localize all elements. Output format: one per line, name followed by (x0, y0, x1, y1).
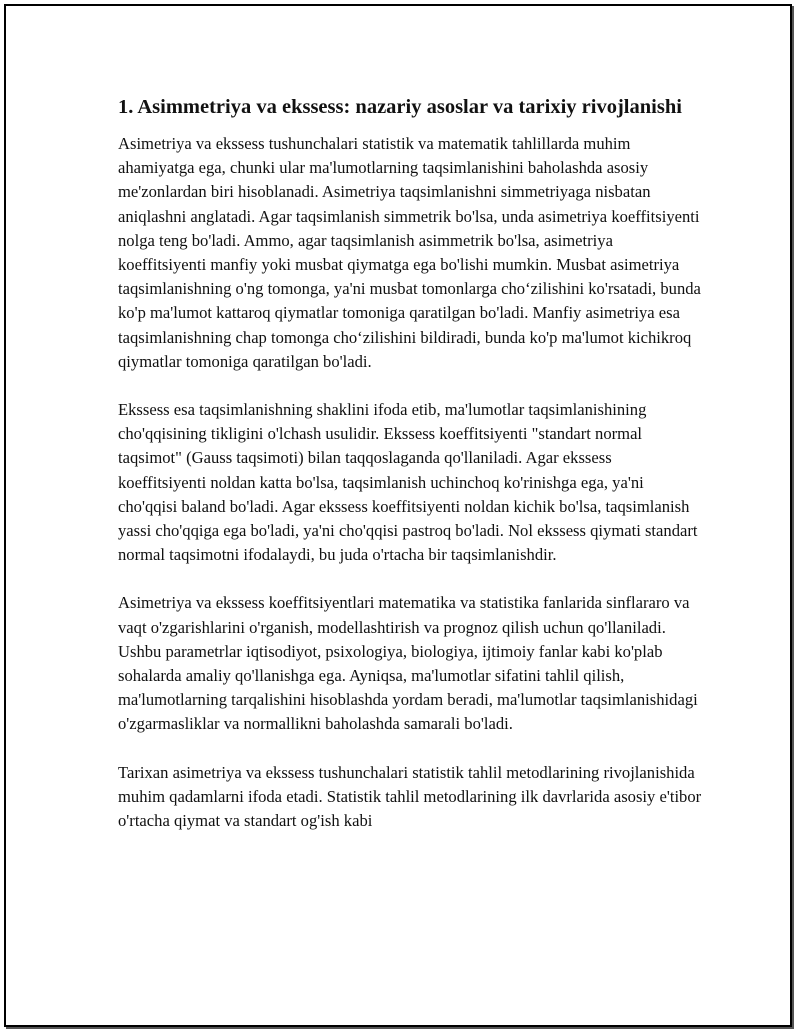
paragraph-applications: Asimetriya va ekssess koeffitsiyentlari matematika va statistika fanlarida sinflararo va vaqt o'zgarishlarini o'rganish, modellashtirish va prognoz qilish uchun qo'llaniladi. Ushbu parametrlar iqtisodiyot, psixologiya, biologiya, ijtimoiy fanlar kabi ko'plab sohalarda amaliy qo'llanishga ega. Ayniqsa, ma'lumotlar sifatini tahlil qilish, ma'lumotlarning tarqalishini hisoblashda yordam beradi, ma'lumotlar taqsimlanishidagi o'zgarmasliklar va normallikni baholashda samarali bo'ladi. (118, 593, 698, 734)
section-heading: 1. Asimmetriya va ekssess: nazariy asoslar va tarixiy rivojlanishi (118, 96, 682, 118)
paragraph-history: Tarixan asimetriya va ekssess tushunchalari statistik tahlil metodlarining rivojlanishida muhim qadamlarni ifoda etadi. Statistik tahlil metodlarining ilk davrlarida asosiy e'tibor o'rtacha qiymat va standart og'ish kabi (118, 762, 702, 831)
document-body (118, 94, 703, 857)
paragraph-kurtosis: Ekssess esa taqsimlanishning shaklini ifoda etib, ma'lumotlar taqsimlanishining cho'qqisining tikligini o'lchash usulidir. Ekssess koeffitsiyenti "standart normal taqsimot" (Gauss taqsimoti) bilan taqqoslaganda qo'llaniladi. Agar ekssess koeffitsiyenti noldan katta bo'lsa, taqsimlanish uchinchoq ko'rinishga ega, ya'ni cho'qqisi baland bo'ladi. Agar ekssess koeffitsiyenti noldan kichik bo'lsa, taqsimlanish yassi cho'qqiga ega bo'ladi, ya'ni cho'qqisi pastroq bo'ladi. Nol ekssess qiymati standart normal taqsimotni ifodalaydi, bu juda o'rtacha bir taqsimlanishdir. (118, 400, 698, 565)
paragraph-asymmetry: Asimetriya va ekssess tushunchalari statistik va matematik tahlillarda muhim ahamiyatga ega, chunki ular ma'lumotlarning taqsimlanishini baholashda asosiy me'zonlardan biri hisoblanadi. Asimetriya taqsimlanishni simmetriyaga nisbatan aniqlashni anglatadi. Agar taqsimlanish simmetrik bo'lsa, unda asimetriya koeffitsiyenti nolga teng bo'ladi. Ammo, agar taqsimlanish asimmetrik bo'lsa, asimetriya koeffitsiyenti manfiy yoki musbat qiymatga ega bo'lishi mumkin. Musbat asimetriya taqsimlanishning o'ng tomonga, ya'ni musbat tomonlarga cho‘zilishini ko'rsatadi, bunda ko'p ma'lumot kattaroq qiymatlar tomoniga qaratilgan bo'ladi. Manfiy asimetriya esa taqsimlanishning chap tomonga cho‘zilishini bildiradi, bunda ko'p ma'lumot kichikroq qiymatlar tomoniga qaratilgan bo'ladi. (118, 134, 701, 371)
